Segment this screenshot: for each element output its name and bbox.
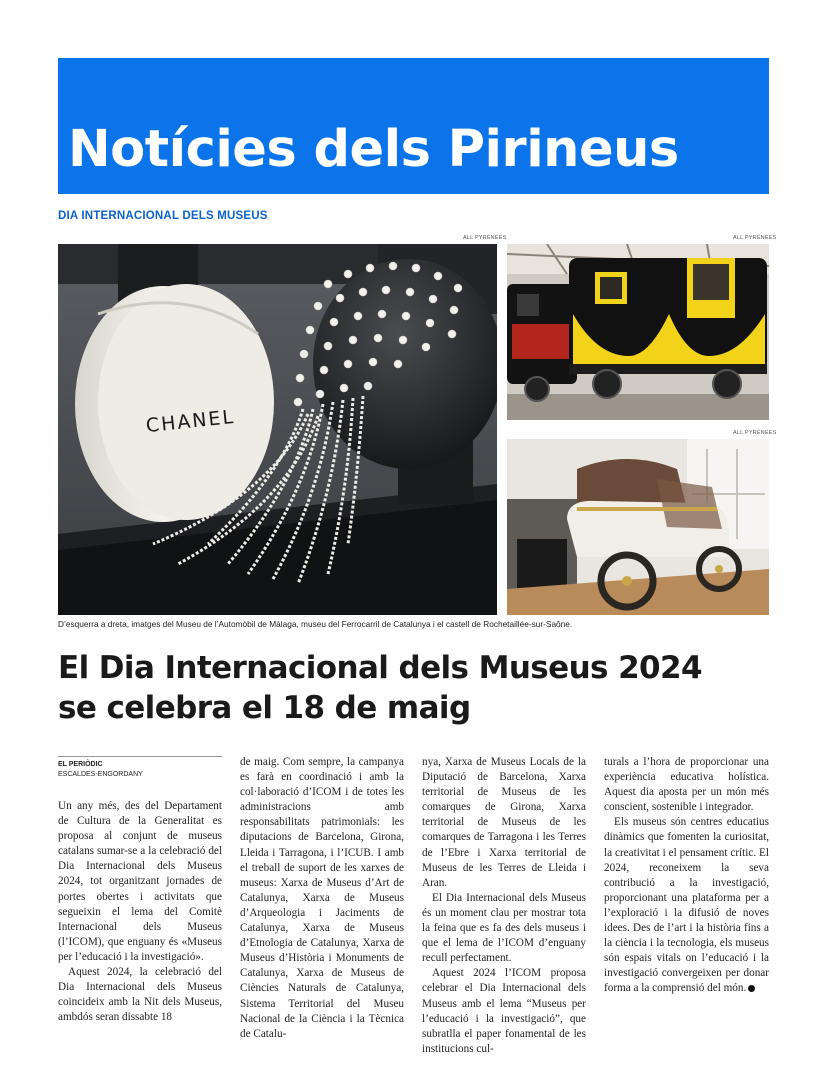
section-label: DIA INTERNACIONAL DELS MUSEUS <box>58 210 268 222</box>
headline-line-1: El Dia Internacional dels Museus 2024 <box>58 650 702 686</box>
byline <box>58 760 143 780</box>
byline-author: EL PERIÒDIC <box>58 761 103 768</box>
masthead-banner <box>58 58 769 194</box>
article-column-2 <box>240 755 404 1042</box>
col3-paragraph-3: Aquest 2024 l’ICOM proposa celebrar el Dia Internacional dels Museus amb el lema “Museus per l’educació i la investigació”, que subratlla el paper fonamental de les institucions cul- <box>422 967 586 1055</box>
photo-credit-2: ALL PYRÉNÉES <box>733 235 777 241</box>
article-column-1 <box>58 799 222 1025</box>
col4-paragraph-2: Els museus són centres educatius dinàmics que fomenten la curiositat, la creativitat i el pensament crític. El 2024, reconeixem la seva contribució a la investigació, proporcionant una plataforma per a l’exploració i la difusió de noves idees. Des de l’art i la història fins a la ciència i la tecnologia, els museus són espais vitals on l’educació i la investigació convergeixen per donar forma a la comprensió del món. <box>604 816 769 995</box>
article-column-3 <box>422 755 586 1057</box>
article-column-4 <box>604 755 769 997</box>
photo-credit-3: ALL PYRÉNÉES <box>733 430 777 436</box>
article-headline <box>58 648 778 728</box>
col3-paragraph-1: nya, Xarxa de Museus Locals de la Diputació de Barcelona, Xarxa territorial de Museus de les comarques de Girona, Xarxa territorial de Museus de les comarques de Tarragona i les Terres de l’Ebre i Xarxa territorial de Museus de les Terres de Lleida i Aran. <box>422 756 586 889</box>
photo-railway-carriage <box>507 244 769 420</box>
col2-paragraph-1: de maig. Com sempre, la campanya es farà en coordinació i amb la col·laboració d’ICOM i de totes les administracions amb responsabilitats patrimonials: les diputacions de Barcelona, Girona, Lleida i Tarragona, i l’ICUB. I amb el treball de suport de les xarxes de museus: Xarxa de Museus d’Art de Catalunya, Xarxa de Museus d’Arqueologia i Jaciments de Catalunya, Xarxa de Museus d’Etnologia de Catalunya, Xarxa de Museus d’Història i Monuments de Catalunya, Xarxa de Museus de Ciències Naturals de Catalunya, Sistema Territorial del Museu Nacional de la Ciència i la Tècnica de Catalu- <box>240 756 404 1040</box>
photo-vintage-car <box>507 439 769 615</box>
col1-paragraph-2: Aquest 2024, la celebració del Dia Internacional dels Museus coincideix amb la Nit dels Museus, ambdós seran dissabte 18 <box>58 966 222 1024</box>
headline-line-2: se celebra el 18 de maig <box>58 690 471 726</box>
box-brand-text: CHANEL <box>144 405 237 438</box>
col1-paragraph-1: Un any més, des del Departament de Cultura de la Generalitat es proposa al conjunt de museus catalans sumar-se a la celebració del Dia Internacional dels Museus 2024, tot organitzant jornades de portes obertes i activitats que segueixin el lema del Comitè Internacional dels Museus (l’ICOM), que enguany és «Museus per l’educació i la investigació». <box>58 800 222 963</box>
photo-credit-1: ALL PYRÉNÉES <box>463 235 507 241</box>
byline-place: ESCALDES-ENGORDANY <box>58 771 143 778</box>
photo-caption: D’esquerra a dreta, imatges del Museu de l’Automòbil de Màlaga, museu del Ferrocarril de Catalunya i el castell de Rochetaillée-sur-Saône. <box>58 619 573 629</box>
byline-rule <box>58 756 222 757</box>
masthead-title: Notícies dels Pirineus <box>68 120 679 179</box>
end-of-article-bullet-icon <box>748 985 755 992</box>
photo-chanel-headpiece <box>58 244 497 615</box>
col3-paragraph-2: El Dia Internacional dels Museus és un moment clau per mostrar tota la feina que es fa des dels museus i que el lema de l’ICOM d’enguany recull perfectament. <box>422 891 586 965</box>
col4-paragraph-1: turals a l’hora de proporcionar una experiència educativa holística. Aquest dia aposta per un món més conscient, sostenible i integrador. <box>604 756 769 814</box>
